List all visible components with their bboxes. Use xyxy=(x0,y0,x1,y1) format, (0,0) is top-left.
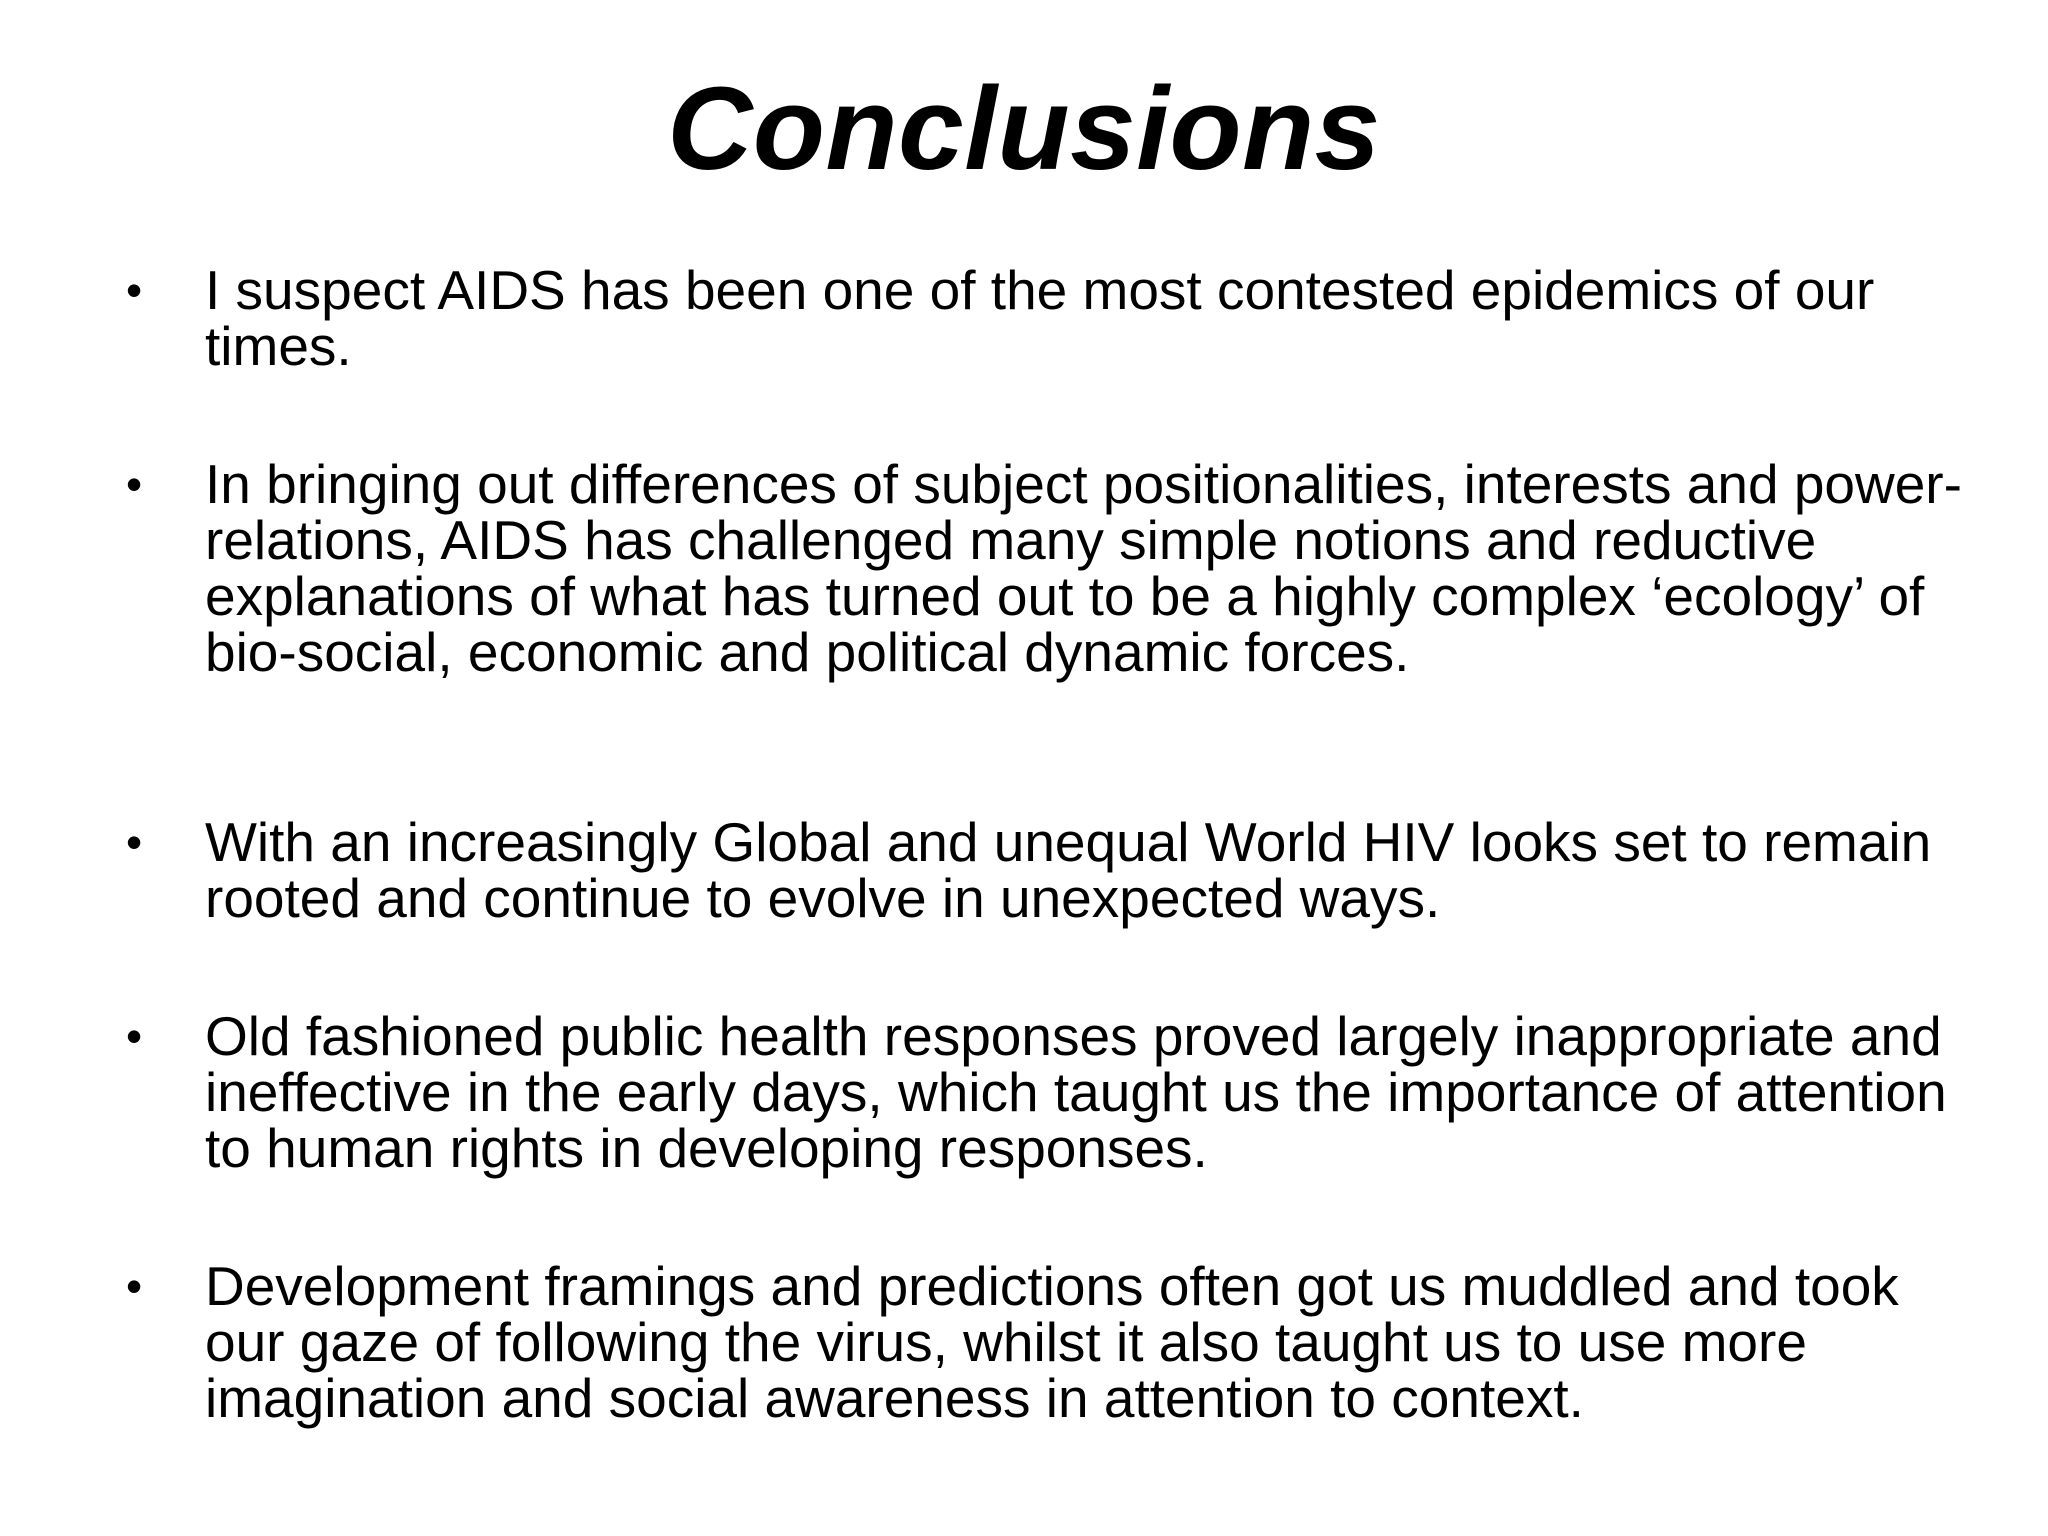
bullet-icon: • xyxy=(126,816,143,868)
bullet-icon: • xyxy=(126,1010,143,1062)
bullet-text: In bringing out differences of subject positionalities, interests and power-relations, AIDS has challenged many simple notions and reductive explanations of what has turned out to be a highly complex ‘ecology’ of bio-social, economic and political dynamic forces. xyxy=(205,453,1962,683)
bullet-text: I suspect AIDS has been one of the most contested epidemics of our times. xyxy=(205,259,1875,377)
bullet-text: With an increasingly Global and unequal World HIV looks set to remain rooted and continue to evolve in unexpected ways. xyxy=(205,811,1932,929)
bullet-icon: • xyxy=(126,458,143,510)
bullet-icon: • xyxy=(126,264,143,316)
bullet-text: Old fashioned public health responses proved largely inappropriate and ineffective in the early days, which taught us the importance of attention to human rights in developing responses. xyxy=(205,1005,1947,1179)
slide-title: Conclusions xyxy=(667,63,1381,195)
bullet-icon: • xyxy=(126,1260,143,1312)
bullet-text: Development framings and predictions often got us muddled and took our gaze of following the virus, whilst it also taught us to use more imagination and social awareness in attention to context. xyxy=(205,1255,1899,1429)
